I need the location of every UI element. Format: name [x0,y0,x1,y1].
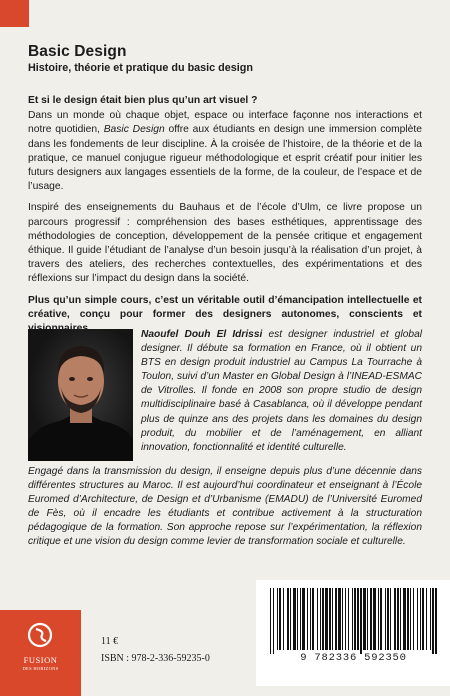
barcode-bar [385,588,386,650]
publisher-name: FUSION [23,655,58,665]
barcode-bar [430,588,431,650]
barcode-bar [310,588,311,650]
barcode-bar [270,588,271,654]
barcode-bar [300,588,301,650]
barcode-bar [432,588,434,654]
barcode-bar [290,588,291,650]
barcode-bar [322,588,324,650]
blurb-paragraph-2: Inspiré des enseignements du Bauhaus et de l’école d’Ulm, ce livre propose un parcours progressif : compréhension des bases esthétiques, apprentissage des méthodologies de conception, développement de la pensée critique et engagement éthique. Il guide l’étudiant de l’analyse d’un besoin jusqu’à la réalisation d’un projet, à travers des ateliers, des recherches contextuelles, des expérimentations et des réflexions sur l’impact du design dans la société. [28,202,422,285]
barcode-bar [273,588,274,654]
author-bio-continued: Engagé dans la transmission du design, il enseigne depuis plus d’une décennie dans différentes structures au Maroc. Il est aujourd’hui coordinateur et enseignant à l’École Euromed d’Architecture, de Design et d’Urbanisme (EMADU) de l’Université Euromed de Fès, où il encadre les étudiants et contribue activement à la structuration pédagogique de la formation. Son approche repose sur l’expérimentation, la réflexion critique et une vision du design comme levier de transformation sociale et culturelle. [28,466,422,548]
blurb-question: Et si le design était bien plus qu’un art visuel ? [28,95,258,106]
barcode-bar [435,588,437,654]
barcode-bar [417,588,418,650]
barcode-bar [287,588,289,650]
barcode-bar [400,588,401,650]
barcode-bar [407,588,409,650]
blurb-p1-start: Dans un monde où chaque objet, espace ou interface façonne nos interactions et notre quotidien, [28,110,422,136]
barcode-bar [293,588,296,650]
barcode-bar [413,588,414,650]
barcode-bar [335,588,337,650]
barcode-bar [307,588,308,650]
author-photo [28,329,133,461]
barcode-bar [394,588,396,650]
blurb [28,94,422,343]
book-subtitle: Histoire, théorie et pratique du basic design [28,62,253,74]
barcode-bar [354,588,356,650]
barcode-bar [345,588,346,650]
publisher-logo [0,610,81,696]
barcode-bar [338,588,341,650]
barcode-bar [380,588,382,650]
top-accent-bar [0,0,29,27]
barcode [256,580,450,686]
barcode-bar [277,588,278,650]
barcode-bar [312,588,314,650]
barcode-bar [279,588,281,650]
isbn: ISBN : 978-2-336-59235-0 [101,653,210,664]
barcode-bar [342,588,343,650]
barcode-bar [403,588,406,650]
publisher-subtitle: DES HORIZONS [22,666,59,671]
blurb-p1-book-name: Basic Design [103,124,165,136]
barcode-bar [426,588,427,650]
barcode-bar [297,588,298,650]
barcode-bar [320,588,321,650]
barcode-bar [302,588,305,650]
barcode-bars [256,580,450,655]
barcode-bar [317,588,318,650]
blurb-p1-end: offre aux étudiants en design une immersion complète dans les fondements de leur discipline. À la croisée de l’histoire, de la théorie et de la pratique, ce manuel conjugue rigueur méthodologique et esprit créatif pour initier les futurs designers aux langages essentiels de la forme, de la couleur, de l’espace et de l’usage. [28,124,422,193]
author-bio [141,328,422,455]
barcode-bar [325,588,328,650]
blurb-paragraph-3: Plus qu’un simple cours, c’est un véritable outil d’émancipation intellectuelle et créative, conçu pour former des designers autonomes, conscients et [28,294,422,320]
barcode-bar [397,588,399,650]
barcode-bar [420,588,421,650]
barcode-bar [329,588,331,650]
author-bio-text: est designer industriel et global designer. Il débute sa formation en France, où il obtient un BTS en design produit industriel au Campus La Tourrache à Toulon, suivi d’un Master en Global Design à l’INEAD-ESMAC de Vitrolles. Il fonde en 2008 son propre studio de design multidisciplinaire basé à Casablanca, où il développe pendant plus de quinze ans des projets dans les domaines du design produit, du mobilier et de l’aménagement, en alliant innovation, fonctionnalité et identité culturelle. [141,329,422,453]
barcode-bar [348,588,349,650]
barcode-bar [390,588,391,650]
barcode-bar [378,588,379,650]
blurb-paragraph-1 [28,109,422,194]
barcode-digits: 9 782336 592350 [300,652,407,664]
barcode-bar [410,588,411,650]
barcode-bar [387,588,389,650]
barcode-bar [332,588,333,650]
barcode-bar [360,588,362,654]
barcode-bar [363,588,366,650]
price: 11 € [101,636,119,647]
book-title: Basic Design [28,43,127,60]
barcode-bar [283,588,284,650]
barcode-bar [370,588,372,650]
barcode-bar [357,588,359,650]
barcode-bar [422,588,424,650]
author-name: Naoufel Douh El Idrissi [141,329,263,340]
barcode-bar [367,588,368,650]
barcode-bar [373,588,376,650]
publisher-emblem-icon [27,622,53,648]
barcode-bar [352,588,353,650]
